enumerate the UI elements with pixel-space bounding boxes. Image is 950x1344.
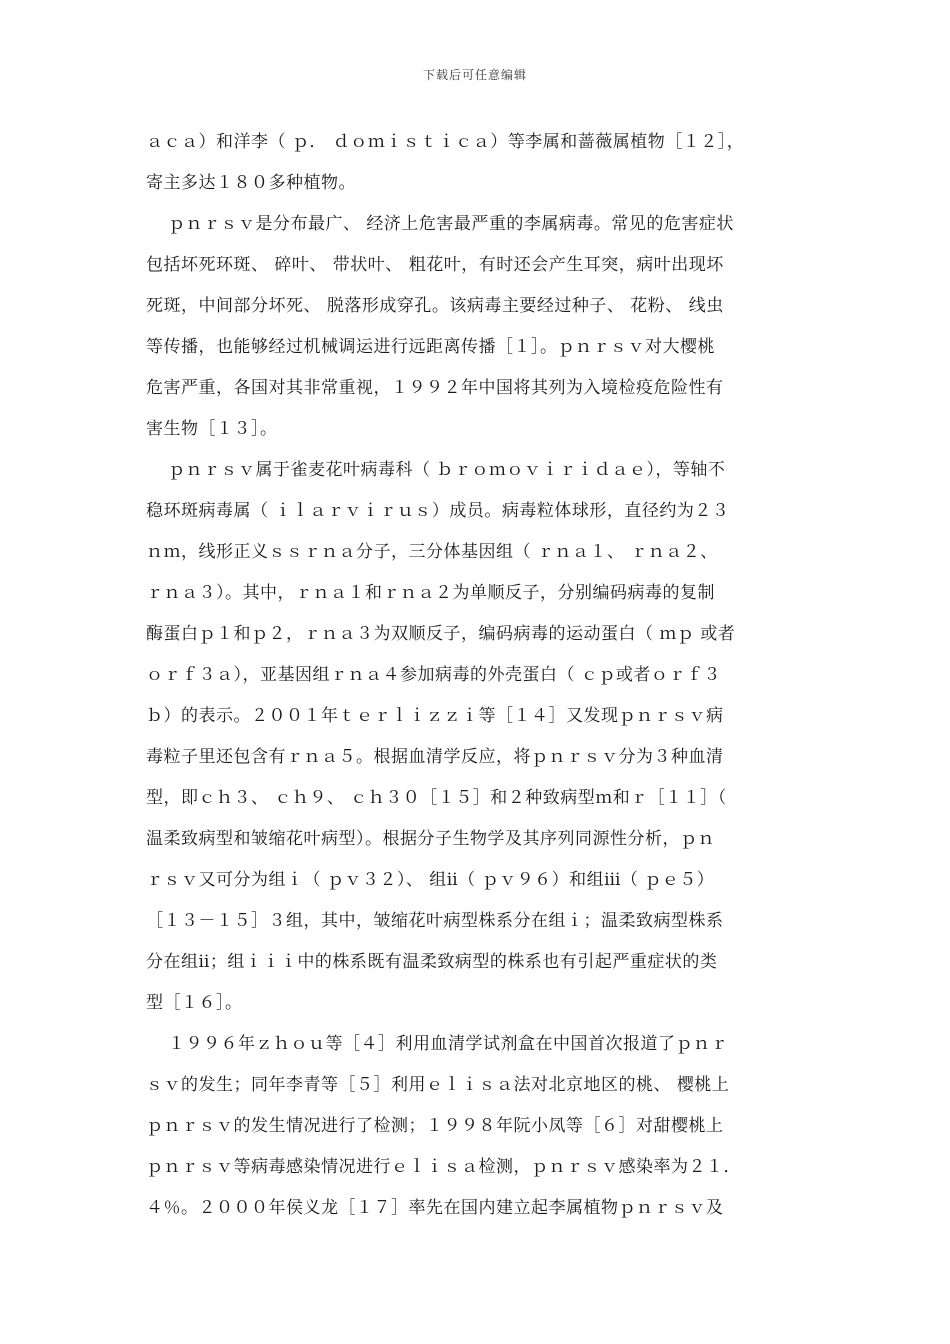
text-line: ｐｎｒｓｖ属于雀麦花叶病毒科（ ｂｒｏｍｏｖｉｒｉｄａｅ），等轴不	[168, 460, 726, 480]
text-line: 包括坏死环斑、 碎叶、 带状叶、 粗花叶，有时还会产生耳突，病叶出现坏	[146, 255, 724, 275]
text-line: 酶蛋白ｐ１和ｐ２，ｒｎａ３为双顺反子，编码病毒的运动蛋白（ ｍｐ 或者	[146, 624, 736, 644]
text-line: ４％。２０００年侯义龙［１７］率先在国内建立起李属植物ｐｎｒｓｖ及	[146, 1198, 724, 1218]
text-line: ｏｒｆ３ａ），亚基因组ｒｎａ４参加病毒的外壳蛋白（ ｃｐ或者ｏｒｆ３	[146, 665, 721, 685]
text-line: ｒｎａ３）。其中，ｒｎａ１和ｒｎａ２为单顺反子，分别编码病毒的复制	[146, 583, 715, 603]
text-line: ｐｎｒｓｖ等病毒感染情况进行ｅｌｉｓａ检测，ｐｎｒｓｖ感染率为２１．	[146, 1157, 741, 1177]
text-line: 稳环斑病毒属（ ｉｌａｒｖｉｒｕｓ）成员。病毒粒体球形，直径约为２３	[146, 501, 730, 521]
text-line: 等传播，也能够经过机械调运进行远距离传播［１］。ｐｎｒｓｖ对大樱桃	[146, 337, 715, 357]
text-line: 分在组ⅱ；组ｉｉｉ中的株系既有温柔致病型的株系也有引起严重症状的类	[146, 952, 718, 972]
text-line: 害生物［１３］。	[146, 419, 278, 439]
text-line: 死斑，中间部分坏死、 脱落形成穿孔。该病毒主要经过种子、 花粉、 线虫	[146, 296, 724, 316]
text-line: ｒｓｖ又可分为组ｉ（ ｐｖ３２）、 组ⅱ（ ｐｖ９６）和组ⅲ（ ｐｅ５）	[146, 870, 715, 890]
text-line: ｓｖ的发生；同年李青等［５］利用ｅｌｉｓａ法对北京地区的桃、 樱桃上	[146, 1075, 730, 1095]
page-header: 下载后可任意编辑	[422, 68, 527, 82]
text-line: ｎｍ，线形正义ｓｓｒｎａ分子，三分体基因组（ ｒｎａ１、 ｒｎａ２、	[146, 542, 718, 562]
text-line: ［１３－１５］３组，其中，皱缩花叶病型株系分在组ｉ；温柔致病型株系	[146, 911, 724, 931]
text-line: ｐｎｒｓｖ的发生情况进行了检测；１９９８年阮小凤等［６］对甜樱桃上	[146, 1116, 724, 1136]
text-line: ｂ）的表示。２００１年ｔｅｒｌｉｚｚｉ等［１４］又发现ｐｎｒｓｖ病	[146, 706, 724, 726]
text-line: 型［１６］。	[146, 993, 243, 1013]
text-line: １９９６年ｚｈｏｕ等［４］利用血清学试剂盒在中国首次报道了ｐｎｒ	[168, 1034, 728, 1054]
text-line: ａｃａ）和洋李（ ｐ． ｄｏｍｉｓｔｉｃａ）等李属和蔷薇属植物［１２］，	[146, 132, 745, 152]
text-line: ｐｎｒｓｖ是分布最广、 经济上危害最严重的李属病毒。常见的危害症状	[168, 214, 734, 234]
text-line: 危害严重，各国对其非常重视，１９９２年中国将其列为入境检疫危险性有	[146, 378, 724, 398]
document-body	[146, 122, 796, 1229]
text-line: 型，即ｃｈ３、 ｃｈ９、 ｃｈ３０［１５］和２种致病型ｍ和ｒ［１１］（	[146, 788, 727, 808]
text-line: 寄主多达１８０多种植物。	[146, 173, 356, 193]
text-line: 温柔致病型和皱缩花叶病型）。根据分子生物学及其序列同源性分析，ｐｎ	[146, 829, 715, 849]
text-line: 毒粒子里还包含有ｒｎａ５。根据血清学反应，将ｐｎｒｓｖ分为３种血清	[146, 747, 724, 767]
